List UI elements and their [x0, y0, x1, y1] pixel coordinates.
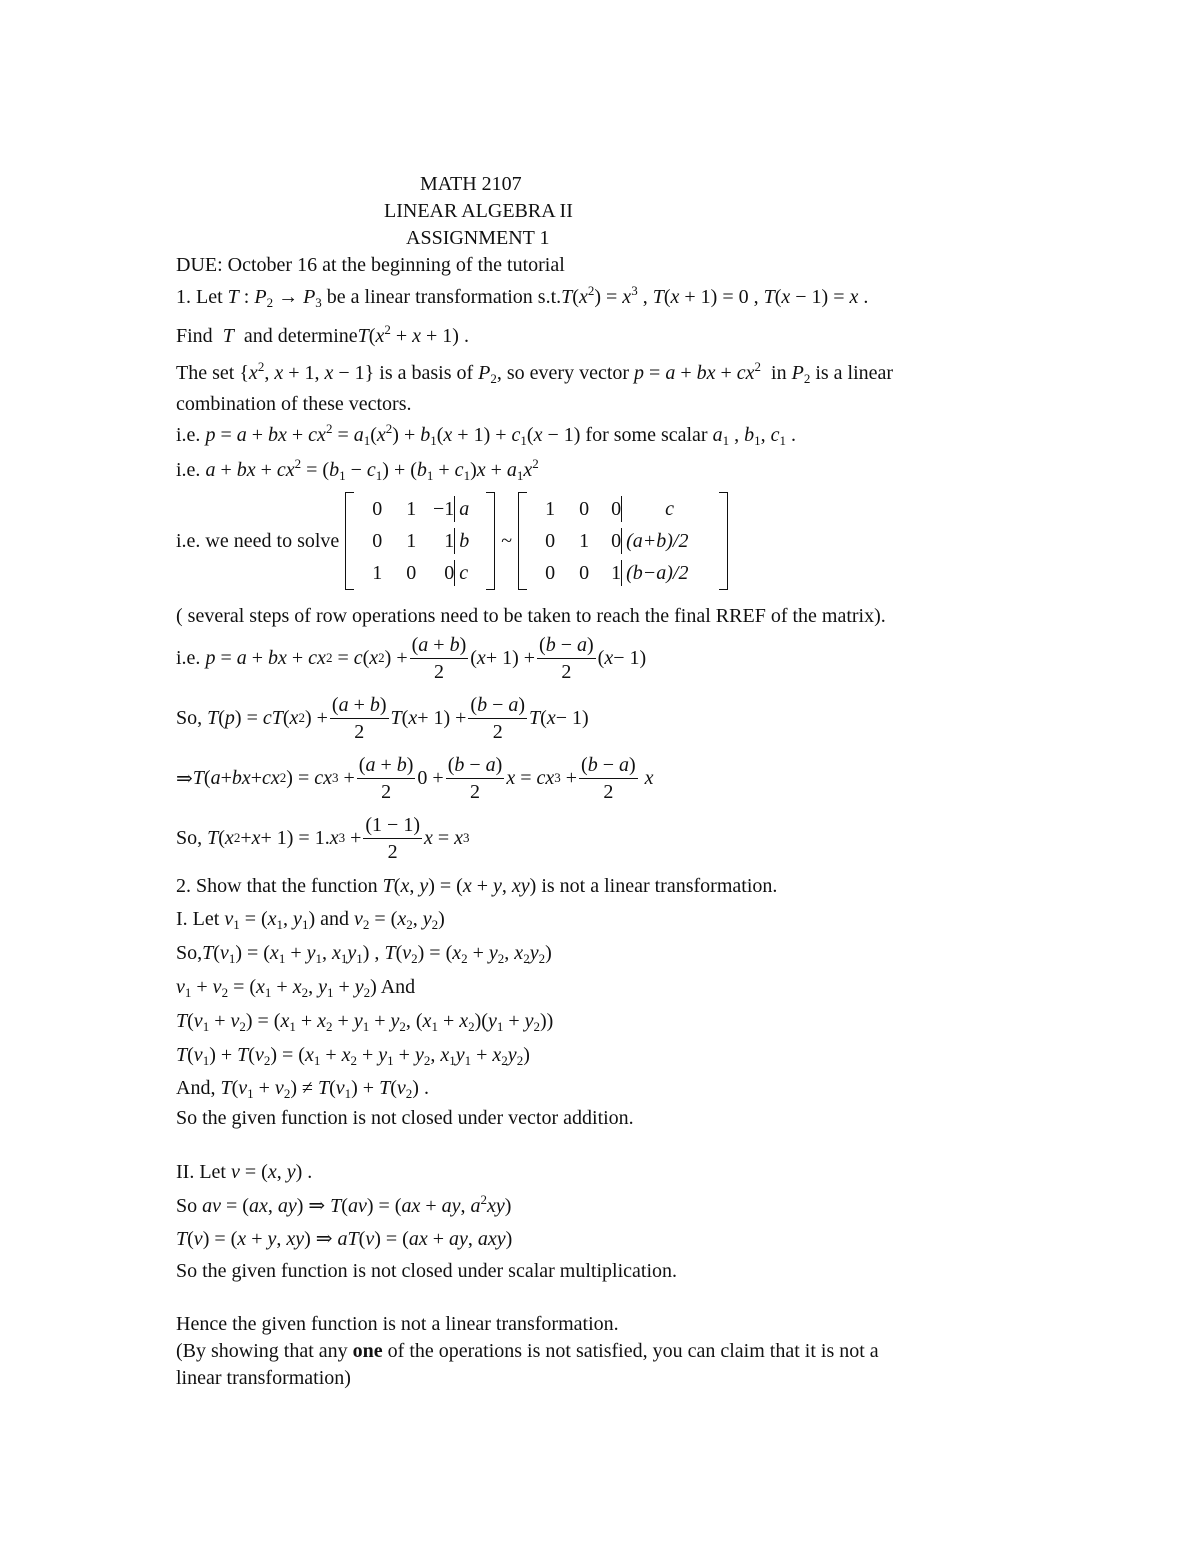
- matrix-cell: 1: [372, 562, 383, 584]
- matrix-cell: 0: [611, 498, 622, 520]
- augmented-matrix-line: i.e. we need to solve 0 1 −1 a 0 1 1 b 1 0 0 c ~ 1 0 0 c 0 1 0 (a+b)/2 0 0 1 (b−a)/2: [176, 486, 734, 596]
- matrix-cell: 1: [444, 530, 455, 552]
- q1-steps-note: ( several steps of row operations need to be taken to reach the final RREF of the matrix).: [176, 605, 886, 627]
- for-some-scalar: for some scalar: [585, 424, 708, 446]
- q2-statement: 2. Show that the function T(x, y) = (x + y, xy) is not a linear transformation.: [176, 875, 778, 897]
- matrix-cell: 0: [611, 530, 622, 552]
- q1-prefix: 1. Let: [176, 286, 223, 308]
- q1-find: Find: [176, 325, 213, 347]
- matrix-left: [345, 492, 495, 590]
- q2-suffix: is not a linear transformation.: [541, 875, 778, 897]
- q2-note-line-2: linear transformation): [176, 1367, 351, 1389]
- so-label: So,: [176, 706, 203, 729]
- q1-ie-line-3: i.e. p = a + bx + cx 2 = c ( x 2 ) + $\frac{(a + b)}{2}$ ( x + 1) + $\frac{(b - a)}{2}$ ( x − 1): [176, 633, 647, 683]
- q2-part1-let: I. Let $v_1 = (x_1$, $y_1$) and $v_2 = (x_2$, $y_2$): [176, 908, 445, 932]
- matrix-cell: 0: [444, 562, 455, 584]
- and-label: And: [380, 976, 416, 998]
- so-label: So: [176, 1195, 198, 1217]
- matrix-cell: 0: [406, 562, 417, 584]
- matrix-cell: 1: [406, 530, 417, 552]
- need-to-solve-label: i.e. we need to solve: [176, 529, 340, 552]
- and-comma-label: And,: [176, 1077, 216, 1099]
- note-bold: one: [352, 1340, 383, 1362]
- q1-so-line-2: So, T ( x 2 + x + 1) = 1. x 3 + $\frac{(1 - 1)}{2}$ x = x 3: [176, 813, 470, 863]
- q2-av-line: So av = (ax, ay) ⇒ T(av) = (ax + ay, $a^2xy$): [176, 1192, 512, 1217]
- matrix-cell: (a+b)/2: [621, 528, 713, 554]
- q2-not-closed-add: So the given function is not closed under vector addition.: [176, 1107, 634, 1129]
- q2-not-closed-mult: So the given function is not closed under scalar multiplication.: [176, 1260, 678, 1282]
- ie-label: i.e.: [176, 646, 201, 669]
- q2-note-line-1: [176, 1339, 879, 1363]
- so-label: So,: [176, 826, 203, 849]
- matrix-cell: (b−a)/2: [621, 560, 713, 586]
- q1-and-determine: and determine: [243, 325, 358, 347]
- q1-set-text-2: is a basis of: [379, 362, 474, 384]
- matrix-cell: 1: [545, 498, 556, 520]
- matrix-cell: 1: [579, 530, 590, 552]
- matrix-cell: 0: [372, 498, 383, 520]
- q2-atv-line: T(v) = (x + y, xy) ⇒ aT(v) = (ax + ay, axy): [176, 1228, 513, 1250]
- part2-let: II. Let: [176, 1161, 226, 1183]
- matrix-cell: −1: [433, 498, 455, 520]
- q1-combination: combination of these vectors.: [176, 393, 412, 415]
- q1-ie-line-1: i.e. p = a + bx + $cx^2 = a_1(x^2) + b_1(x + 1) + c_1(x - 1)$ for some scalar $a_1$ , $b_1$, $c_1$ .: [176, 421, 796, 448]
- q2-t-sum-line: $T(v_1 + v_2) = (x_1 + x_2 + y_1 + y_2$, $(x_1 + x_2)(y_1 + y_2)$): [176, 1010, 554, 1034]
- due-line: DUE: October 16 at the beginning of the tutorial: [176, 254, 565, 276]
- matrix-cell: b: [454, 528, 480, 554]
- q1-set-text-5: is a linear: [815, 362, 894, 384]
- matrix-right: [518, 492, 728, 590]
- and-label: and: [320, 908, 349, 930]
- q2-sum-line: $v_1 + v_2 = (x_1 + x_2$, $y_1 + y_2$) And: [176, 976, 416, 1000]
- q1-find-line: Find T and $determineT(x^2 + x + 1)$ .: [176, 322, 469, 347]
- q2-part2-let: II. Let v = (x, y) .: [176, 1161, 313, 1183]
- q1-set-text: The set: [176, 362, 235, 384]
- matrix-cell: 1: [611, 562, 622, 584]
- q1-ie-line-2: i.e. a + bx + $cx^2 = (b_1 - c_1) + (b_1 + c_1)x + a_1x^2$: [176, 456, 539, 483]
- q2-neq-line: And, $T(v_1 + v_2) \ne T(v_1) + T(v_2)$ .: [176, 1077, 429, 1101]
- q1-so-line-1: So, T ( p ) = cT ( x 2 ) + $\frac{(a + b)}{2}$ T ( x + 1) + $\frac{(b - a)}{2}$ T ( x − 1): [176, 693, 589, 743]
- q2-hence: Hence the given function is not a linear transformation.: [176, 1313, 619, 1335]
- q2-t-add-line: $T(v_1) + T(v_2) = (x_1 + x_2 + y_1 + y_2$, $x_1y_1 + x_2y_2$): [176, 1044, 530, 1068]
- ie-label: i.e.: [176, 459, 201, 481]
- course-code: MATH 2107: [420, 173, 522, 195]
- matrix-cell: 0: [579, 498, 590, 520]
- q1-basis-line: The set {$x^2$, x + 1, x − 1} is a basis of $P_2$, so every vector p = a + bx + $cx^2$ in $P_2$ is a linear: [176, 359, 894, 386]
- matrix-cell: 0: [545, 530, 556, 552]
- assignment-title: ASSIGNMENT 1: [406, 227, 550, 249]
- course-title: LINEAR ALGEBRA II: [384, 200, 573, 222]
- matrix-cell: 0: [579, 562, 590, 584]
- matrix-cell: c: [454, 560, 480, 586]
- q1-set-text-4: in: [771, 362, 787, 384]
- matrix-cell: 1: [406, 498, 417, 520]
- q1-implies-line: ⇒ T ( a + bx + cx 2 ) = cx 3 + $\frac{(a + b)}{2}$ 0 + $\frac{(b - a)}{2}$ x = cx 3 + $\frac{(b - a)}{2}$ x: [176, 753, 654, 803]
- note-text-2: of the operations is not satisfied, you can claim that it is not a: [387, 1340, 879, 1362]
- matrix-cell: 0: [372, 530, 383, 552]
- matrix-cell: a: [454, 496, 480, 522]
- matrix-cell: c: [621, 496, 713, 522]
- so-label: So,: [176, 942, 203, 964]
- note-text: (By showing that any: [176, 1340, 348, 1362]
- ie-label: i.e.: [176, 424, 201, 446]
- q2-so-line: $So,T(v_1) = (x_1 + y_1$, $x_1y_1$) , $T(v_2) = (x_2 + y_2$, $x_2y_2$): [176, 942, 552, 966]
- part1-let: I. Let: [176, 908, 220, 930]
- q1-set-text-3: , so every vector: [496, 362, 630, 384]
- q1-text-mid: be a linear transformation s.t.: [326, 286, 562, 308]
- q2-prefix: 2. Show that the function: [176, 875, 378, 897]
- q1-statement: 1. Let T : $P_2 \to P_3$ be a linear transformation $s.t.T(x^2) = x^3$ , T(x + 1) = 0 , T(x − 1) = x .: [176, 283, 869, 310]
- matrix-cell: 0: [545, 562, 556, 584]
